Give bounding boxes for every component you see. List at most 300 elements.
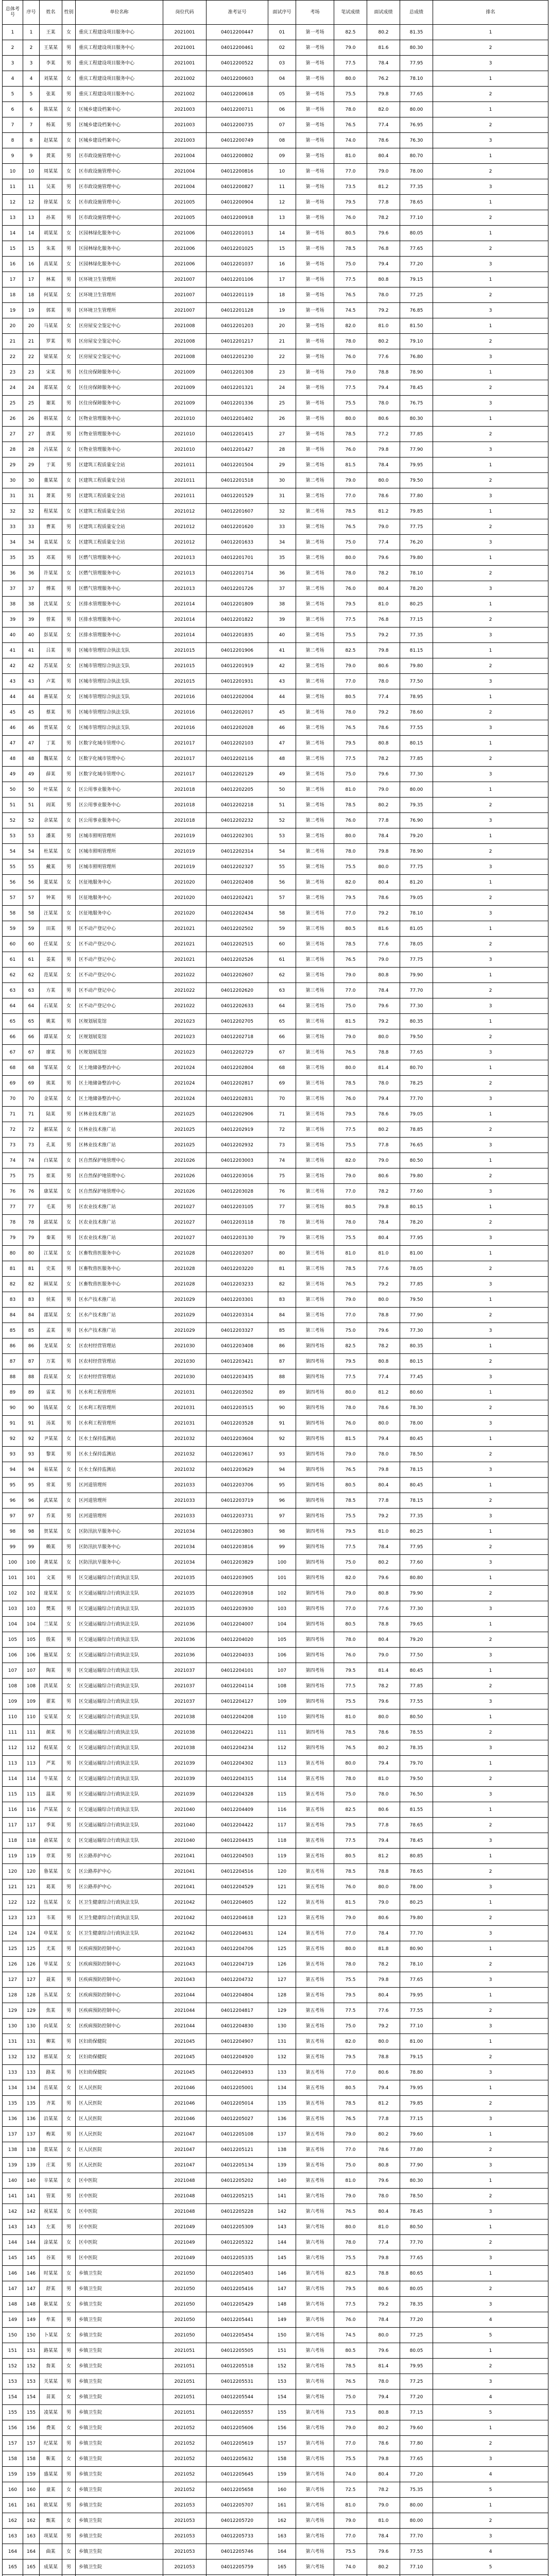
table-cell: 80.50 [400,1709,433,1725]
table-cell: 2021022 [163,983,207,998]
table-cell: 1 [433,195,548,210]
table-cell: 2021029 [163,1292,207,1308]
table-cell: 60 [23,937,40,952]
table-cell: 138 [268,2142,296,2158]
table-cell: 2021052 [163,2436,207,2451]
table-cell: 02 [268,40,296,56]
table-cell: 43 [268,674,296,689]
table-cell: 第四考场 [296,1709,334,1725]
table-cell: 乡镇卫生院 [76,2498,163,2513]
table-cell: 04012203719 [207,1493,268,1509]
table-cell: 80.35 [400,1338,433,1354]
table-cell: 女 [62,2544,76,2560]
table-cell: 103 [3,1601,23,1617]
table-cell: 第三考场 [296,1230,334,1246]
table-row [3,195,548,210]
table-cell: 128 [268,1988,296,2003]
table-cell: 53 [268,828,296,844]
table-cell: 第二考场 [296,504,334,519]
table-cell: 04012204315 [207,1771,268,1787]
table-cell: 邵某某 [40,1308,62,1323]
table-row [3,1045,548,1060]
table-cell: 第三考场 [296,1138,334,1153]
table-cell: 1 [433,1895,548,1910]
table-cell: 2021040 [163,1818,207,1833]
table-cell: 2021045 [163,2065,207,2080]
table-cell: 77.25 [400,287,433,303]
table-cell: 78.6 [367,2436,400,2451]
table-cell: 77.0 [334,488,367,504]
table-row [3,1246,548,1261]
table-row [3,427,548,442]
table-cell: 区交通运输综合行政执法支队 [76,1833,163,1849]
table-cell: 159 [3,2467,23,2482]
table-cell: 2021008 [163,349,207,365]
table-cell: 79.8 [367,1199,400,1215]
table-cell: 男 [62,1354,76,1369]
table-row [3,2204,548,2219]
table-cell: 101 [3,1570,23,1586]
table-cell: 04012201321 [207,380,268,396]
table-cell: 79.0 [334,2189,367,2204]
table-cell: 51 [268,798,296,813]
table-cell: 第二考场 [296,782,334,798]
table-cell: 30 [268,473,296,488]
table-cell: 79.0 [367,1895,400,1910]
table-cell: 78.2 [367,751,400,767]
table-cell: 19 [268,303,296,318]
table-cell: 区城市管理综合执法支队 [76,674,163,689]
table-cell: 2 [433,844,548,859]
table-cell: 乡镇卫生院 [76,2343,163,2359]
table-cell: 77.35 [400,179,433,195]
table-cell: 38 [3,597,23,612]
table-cell: 32 [23,504,40,519]
table-cell: 04012205014 [207,2096,268,2111]
table-cell: 2021029 [163,1323,207,1338]
table-cell: 111 [3,1725,23,1740]
table-cell: 109 [268,1694,296,1709]
table-cell: 管某 [40,2189,62,2204]
table-cell: 77.0 [334,2529,367,2544]
table-cell: 颜某 [40,1725,62,1740]
table-cell: 唐某 [40,427,62,442]
table-cell: 第二考场 [296,643,334,658]
table-cell: 2021053 [163,2513,207,2529]
table-cell: 80.0 [367,1292,400,1308]
table-cell: 舒某 [40,2281,62,2297]
table-cell: 区中医院 [76,2219,163,2235]
table-row [3,1215,548,1230]
table-row [3,2235,548,2250]
table-cell: 70 [3,1091,23,1107]
table-cell: 04012203028 [207,1184,268,1199]
table-cell: 曹某 [40,519,62,535]
table-cell: 141 [23,2189,40,2204]
table-cell: 区环境卫生管理所 [76,303,163,318]
table-cell: 75 [23,1168,40,1184]
table-cell: 3 [433,2529,548,2544]
table-cell: 83 [3,1292,23,1308]
table-cell: 区卫生健康综合行政执法支队 [76,1895,163,1910]
table-cell: 35 [268,550,296,566]
table-cell: 56 [268,875,296,890]
table-cell: 区卫生健康综合行政执法支队 [76,1910,163,1926]
table-cell: 61 [3,952,23,968]
table-row [3,1431,548,1447]
table-cell: 2021009 [163,396,207,411]
table-cell: 122 [268,1895,296,1910]
table-cell: 76.20 [400,535,433,550]
table-cell: 1 [433,828,548,844]
table-cell: 79.95 [400,1988,433,2003]
table-cell: 118 [3,1833,23,1849]
table-cell: 3 [433,1230,548,1246]
table-cell: 区畜牧兽医服务中心 [76,1277,163,1292]
table-cell: 女 [62,937,76,952]
table-cell: 80.45 [400,1663,433,1679]
table-cell: 女 [62,1246,76,1261]
table-cell: 2021052 [163,2482,207,2498]
table-cell: 89 [3,1385,23,1400]
table-cell: 2021031 [163,1416,207,1431]
table-row [3,998,548,1014]
table-cell: 68 [268,1060,296,1076]
table-cell: 第二考场 [296,628,334,643]
table-cell: 夏某某 [40,875,62,890]
table-cell: 区城乡建设档案中心 [76,117,163,133]
table-cell: 96 [268,1493,296,1509]
table-cell: 区规划展览馆 [76,1014,163,1029]
table-cell: 2021012 [163,504,207,519]
table-cell: 男 [62,56,76,71]
table-cell: 04 [268,71,296,87]
table-cell: 113 [3,1756,23,1771]
table-cell: 2021053 [163,2560,207,2575]
table-cell: 04012203421 [207,1354,268,1369]
table-row [3,519,548,535]
table-row [3,2142,548,2158]
table-cell: 2021018 [163,798,207,813]
table-cell: 115 [3,1787,23,1802]
table-cell: 79.2 [367,705,400,720]
table-cell: 04012205416 [207,2281,268,2297]
table-cell: 钱某某 [40,1400,62,1416]
table-cell: 78.65 [400,1864,433,1879]
table-row [3,133,548,148]
table-row [3,1091,548,1107]
table-cell: 区园林绿化服务中心 [76,226,163,241]
table-cell: 男 [62,519,76,535]
table-cell: 151 [23,2343,40,2359]
table-cell: 女 [62,1122,76,1138]
table-cell: 99 [23,1539,40,1555]
table-cell: 79.50 [400,473,433,488]
table-cell: 5 [433,2328,548,2343]
table-cell: 2021027 [163,1199,207,1215]
table-cell: 42 [23,658,40,674]
table-cell: 第三考场 [296,1045,334,1060]
table-row [3,550,548,566]
table-cell: 区疾病预防控制中心 [76,1972,163,1988]
table-cell: 张某 [40,87,62,102]
table-cell: 78.05 [400,1261,433,1277]
table-cell: 78.65 [400,1818,433,1833]
table-cell: 第一考场 [296,303,334,318]
table-cell: 82.5 [334,643,367,658]
table-cell: 2021033 [163,1509,207,1524]
table-cell: 2021050 [163,2297,207,2312]
table-cell: 56 [3,875,23,890]
table-cell: 37 [3,581,23,597]
table-cell: 04012201415 [207,427,268,442]
table-cell: 04012203327 [207,1323,268,1338]
table-cell: 丁某 [40,736,62,751]
table-cell: 78.35 [400,2297,433,2312]
table-cell: 79.0 [334,1168,367,1184]
table-cell: 41 [3,643,23,658]
table-row [3,1879,548,1895]
table-cell: 1 [3,25,23,40]
table-cell: 第三考场 [296,1060,334,1076]
table-cell: 区市政设施管理中心 [76,195,163,210]
table-cell: 第五考场 [296,2111,334,2127]
table-cell: 81.20 [400,875,433,890]
table-cell: 79.0 [367,782,400,798]
table-cell: 79.0 [334,2513,367,2529]
table-cell: 成某某 [40,2560,62,2575]
table-cell: 1 [433,968,548,983]
table-cell: 1 [433,318,548,334]
table-cell: 79.5 [334,1818,367,1833]
table-row [3,1849,548,1864]
table-cell: 77.85 [400,427,433,442]
table-cell: 85 [268,1323,296,1338]
table-cell: 125 [3,1941,23,1957]
table-cell: 1 [433,2343,548,2359]
table-cell: 区畜牧兽医服务中心 [76,1261,163,1277]
table-cell: 155 [23,2405,40,2420]
table-cell: 第六考场 [296,2482,334,2498]
table-row [3,2250,548,2266]
table-cell: 161 [23,2498,40,2513]
table-cell: 79.0 [367,519,400,535]
table-cell: 04012201518 [207,473,268,488]
table-row [3,2111,548,2127]
table-cell: 区农村经营管理站 [76,1338,163,1354]
table-cell: 04012201906 [207,643,268,658]
table-cell: 乡镇卫生院 [76,2312,163,2328]
table-cell: 区不动产登记中心 [76,921,163,937]
table-cell: 1 [23,25,40,40]
table-cell: 77.0 [334,1926,367,1941]
table-cell: 2021046 [163,2080,207,2096]
table-cell: 女 [62,2359,76,2374]
table-cell: 余某某 [40,813,62,828]
table-cell: 2021022 [163,998,207,1014]
table-cell: 2021005 [163,195,207,210]
table-cell: 第一考场 [296,117,334,133]
table-cell: 81.0 [367,318,400,334]
table-cell: 76.5 [334,720,367,736]
table-cell: 80.00 [400,2513,433,2529]
table-cell: 8 [23,133,40,148]
table-cell: 第四考场 [296,1431,334,1447]
table-cell: 107 [268,1663,296,1679]
table-cell: 江某某 [40,1246,62,1261]
table-cell: 萧某 [40,488,62,504]
table-cell: 145 [268,2250,296,2266]
table-cell: 78.0 [367,1076,400,1091]
table-cell: 第二考场 [296,844,334,859]
table-cell: 80.2 [367,1555,400,1570]
table-cell: 75.5 [334,1138,367,1153]
table-cell: 78.0 [334,1215,367,1230]
table-cell: 80.0 [367,2034,400,2049]
table-cell: 49 [268,767,296,782]
table-cell: 1 [433,1385,548,1400]
table-cell: 蔡某 [40,705,62,720]
table-cell: 80.50 [400,2219,433,2235]
table-cell: 第二考场 [296,658,334,674]
table-cell: 2 [433,1910,548,1926]
table-cell: 2 [433,287,548,303]
table-cell: 77.85 [400,1679,433,1694]
table-cell: 77.75 [400,859,433,875]
table-cell: 1 [433,782,548,798]
table-cell: 76.8 [367,241,400,257]
table-cell: 110 [23,1709,40,1725]
table-cell: 73.5 [334,2405,367,2420]
table-cell: 女 [62,1338,76,1354]
table-cell: 第六考场 [296,2560,334,2575]
table-cell: 区疾病预防控制中心 [76,1941,163,1957]
table-cell: 78.4 [367,457,400,473]
table-cell: 4 [433,2389,548,2405]
table-cell: 7 [23,117,40,133]
table-cell: 男 [62,1879,76,1895]
table-cell: 男 [62,2405,76,2420]
table-cell: 男 [62,457,76,473]
table-cell: 男 [62,643,76,658]
table-cell: 78.8 [367,2049,400,2065]
table-cell: 女 [62,813,76,828]
table-cell: 区交通运输综合行政执法支队 [76,1694,163,1709]
table-cell: 78.0 [367,2374,400,2389]
table-cell: 106 [268,1648,296,1663]
table-cell: 79.80 [400,550,433,566]
table-cell: 39 [3,612,23,628]
table-cell: 114 [3,1771,23,1787]
table-cell: 94 [23,1462,40,1478]
table-cell: 04012205309 [207,2219,268,2235]
table-cell: 5 [3,87,23,102]
table-cell: 第三考场 [296,906,334,921]
table-cell: 79.5 [334,597,367,612]
table-row [3,1184,548,1199]
table-row [3,226,548,241]
table-cell: 第三考场 [296,1076,334,1091]
table-cell: 女 [62,287,76,303]
table-cell: 2021021 [163,952,207,968]
table-cell: 2 [433,1447,548,1462]
table-cell: 2021012 [163,535,207,550]
table-cell: 04012202804 [207,1060,268,1076]
table-cell: 80.4 [367,2204,400,2219]
table-cell: 79.8 [367,2451,400,2467]
table-cell: 戴某 [40,859,62,875]
table-cell: 80.15 [400,736,433,751]
table-cell: 74.0 [334,133,367,148]
table-cell: 80.30 [400,411,433,427]
table-cell: 男 [62,2003,76,2019]
table-cell: 04012202817 [207,1076,268,1091]
table-cell: 2021044 [163,1988,207,2003]
table-cell: 82 [23,1277,40,1292]
table-cell: 詹某 [40,2359,62,2374]
table-cell: 136 [3,2111,23,2127]
table-cell: 105 [23,1632,40,1648]
table-cell: 04012201308 [207,365,268,380]
table-cell: 区环境卫生管理所 [76,272,163,287]
table-row [3,1369,548,1385]
table-cell: 45 [3,705,23,720]
table-cell: 123 [268,1910,296,1926]
table-cell: 80.2 [367,334,400,349]
table-cell: 157 [3,2436,23,2451]
table-cell: 乡镇卫生院 [76,2281,163,2297]
table-cell: 1 [433,1107,548,1122]
table-cell: 64 [23,998,40,1014]
table-cell: 04012203515 [207,1400,268,1416]
table-cell: 86 [268,1338,296,1354]
table-cell: 2 [433,2513,548,2529]
table-cell: 区人民医院 [76,2127,163,2142]
table-cell: 04012202421 [207,890,268,906]
table-cell: 121 [23,1879,40,1895]
table-row [3,71,548,87]
table-cell: 79.0 [334,40,367,56]
table-row [3,844,548,859]
table-cell: 81.6 [367,921,400,937]
table-cell: 区数字化城市管理中心 [76,736,163,751]
table-cell: 79.0 [367,1648,400,1663]
table-cell: 区交通运输综合行政执法支队 [76,1756,163,1771]
table-cell: 3 [433,2158,548,2173]
table-cell: 卜某某 [40,2328,62,2343]
table-cell: 78.2 [367,1338,400,1354]
table-row [3,813,548,828]
table-cell: 77.70 [400,983,433,998]
table-cell: 纪某某 [40,2436,62,2451]
table-cell: 胡某某 [40,226,62,241]
table-cell: 男 [62,1416,76,1431]
table-cell: 2021024 [163,1076,207,1091]
table-cell: 77.45 [400,1369,433,1385]
table-cell: 1 [433,2219,548,2235]
table-cell: 2021033 [163,1478,207,1493]
table-cell: 79.5 [334,890,367,906]
table-cell: 75.0 [334,2019,367,2034]
table-cell: 25 [23,396,40,411]
table-cell: 1 [433,2498,548,2513]
table-cell: 80.8 [367,968,400,983]
table-cell: 76 [23,1184,40,1199]
table-cell: 区住房保障服务中心 [76,365,163,380]
table-cell: 区排水管理服务中心 [76,612,163,628]
table-cell: 77.15 [400,2405,433,2420]
table-cell: 2021051 [163,2389,207,2405]
